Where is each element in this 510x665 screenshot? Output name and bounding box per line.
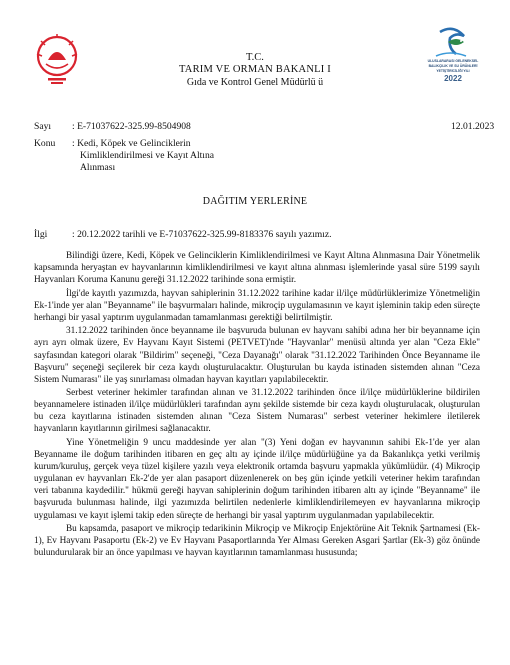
letter-body — [34, 250, 480, 561]
ilgi-value: : 20.12.2022 tarihli ve E-71037622-325.99-8183376 sayılı yazımız. — [72, 229, 332, 240]
logo-year: 2022 — [444, 74, 462, 83]
header-tc: T.C. — [246, 52, 264, 63]
konu-line: : Kedi, Köpek ve Gelinciklerin — [72, 138, 191, 149]
document-date: 12.01.2023 — [451, 121, 495, 132]
konu-line: Kimliklendirilmesi ve Kayıt Altına — [80, 150, 215, 161]
logo-text-line1: ULUSLARARASI GELENEKSEL — [427, 59, 479, 63]
ilgi-label: İlgi — [34, 229, 48, 240]
logo-text-line2: BALIKÇILIK VE SU ÜRÜNLERİ — [428, 64, 478, 68]
sayi-value: : E-71037622-325.99-8504908 — [72, 121, 191, 132]
konu-value — [72, 138, 312, 174]
distribution-title: DAĞITIM YERLERİNE — [202, 196, 308, 207]
konu-label: Konu — [34, 138, 56, 149]
konu-line: Alınması — [80, 162, 116, 173]
sayi-label: Sayı — [34, 121, 52, 132]
logo-text-line3: YETİŞTİRİCİLİĞİ YILI — [436, 69, 470, 73]
paragraph: Yine Yönetmeliğin 9 uncu maddesinde yer alan "(3) Yeni doğan ev hayvanının sahibi Ek-1'de yer alan Beyanname ile doğum tarihinden itibaren en geç altı ay içinde il/ilçe müdürlüğüne ya da Bakanlıkça yetki verilmiş kurum/kuruluş, gerçek veya tüzel kişilere yazılı veya elektronik ortamda başvuru yapmakla yükümlüdür. (4) Mikroçip uygulanan ev hayvanları Ek-2'de yer alan pasaport düzenlenerek on beş gün içinde yetkili veteriner hekim tarafından veri tabanına kaydedilir." hükmü gereği hayvan sahiplerinin doğum tarihinden itibaren altı ay içinde "Beyanname" ile başvuruda bulunması halinde, ilgi yazımızda belirtilen nedenlerle kimliklendirilemeyen ev hayvanlarına mikroçip uygulaması ve kayıt işlemi takip eden süreçte de herhangi bir yasal yaptırım uygulanmadan yapılabilecektir. — [34, 437, 480, 521]
header-ministry: TARIM VE ORMAN BAKANLI I — [179, 64, 331, 75]
paragraph: Bu kapsamda, pasaport ve mikroçip tedarikinin Mikroçip ve Mikroçip Enjektörüne Ait Teknik Şartnamesi (Ek-1), Ev Hayvanı Pasaportu (Ek-2) ve Ev Hayvanı Pasaportlarında Yer Alması Gereken Asgari Şartlar (Ek-3) göz önünde bulundurularak bir an önce yapılması ve hayvan kayıtlarının tamamlanması hususunda; — [34, 524, 480, 559]
header-directorate: Gıda ve Kontrol Genel Müdürlü ü — [186, 77, 324, 88]
paragraph: Bilindiği üzere, Kedi, Köpek ve Gelinciklerin Kimliklendirilmesi ve Kayıt Altına Alınmasına Dair Yönetmelik kapsamında heryaştan ev hayvanlarının kimliklendirilmesi ve kayıt altına alınması işlemlerinde yasal süre 5199 sayılı Hayvanları Koruma Kanunu gereği 31.12.2022 tarihinde sona ermiştir. — [34, 251, 480, 286]
paragraph: 31.12.2022 tarihinden önce beyanname ile başvuruda bulunan ev hayvanı sahibi adına her bir beyanname için ayrı ayrı olmak üzere, Ev Hayvanı Kayıt Sistemi (PETVET)'nde "Hayvanlar" menüsü altında yer alan "Ceza Ekle" sayfasından kategori olarak "Bildirim" seçeneği, "Ceza Dayanağı" olarak "31.12.2022 Tarihinden Önce Beyanname ile Başvuru" seçeneği seçilerek bir ceza kaydı oluşturulacaktır. Oluşturulan bu kayda istinaden sistemden alınan "Ceza Sistem Numarası" ile yaş sınırlaması olmadan hayvan kayıtları yapılabilecektir. — [34, 326, 480, 385]
paragraph: Serbest veteriner hekimler tarafından alınan ve 31.12.2022 tarihinden önce il/ilçe müdürlüklerine bildirilen beyannamelere istinaden il/ilçe müdürlükleri tarafından aynı şekilde sistemde bir ceza kaydı oluşturulacak, oluşturulan bu ceza kayıtlarına istinaden sistemden alınan "Ceza Sistem Numarası" serbest veteriner hekimlere iletilerek hayvanların kayıtlarının girilmesi sağlanacaktır. — [34, 388, 480, 435]
paragraph: İlgi'de kayıtlı yazımızda, hayvan sahiplerinin 31.12.2022 tarihine kadar il/ilçe müdürlüklerimize Yönetmeliğin Ek-1'inde yer alan "Beyanname" ile başvurmaları halinde, mikroçip uygulamasının ve kayıt işleminin takip eden süreçte herhangi bir yasal yaptırım uygulanmadan tamamlanması gerektiği belirtilmiştir. — [34, 288, 480, 323]
